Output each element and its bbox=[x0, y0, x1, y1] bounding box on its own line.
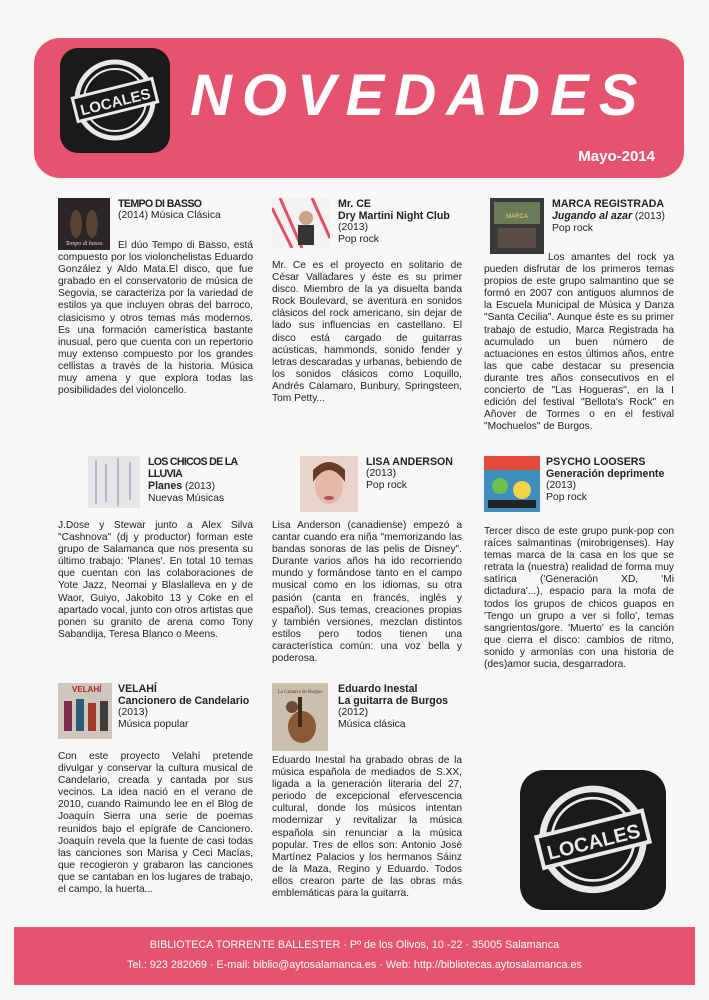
item-title: VELAHÍ bbox=[118, 683, 157, 695]
item-title: TEMPO DI BASSO bbox=[118, 198, 202, 210]
item-album: Generación deprimente bbox=[546, 468, 665, 480]
item-year: (2013) bbox=[185, 481, 216, 492]
svg-text:Tempo di basso: Tempo di basso bbox=[65, 241, 103, 247]
item-album: Dry Martini Night Club bbox=[338, 210, 450, 222]
album-cover bbox=[58, 683, 112, 739]
item-description: Tercer disco de este grupo punk-pop con raíces salmantinas (mirobrigenses). Hay temas marca de la casa en los que se retrata la (nuestra) realidad de forma muy satírica ('Generación XD, 'Mi dictadura'...), espacio para la mofa de todos los grupos de chicos guapos en 'Tengo un grupo a ver si follo', temas sangrientos/gore. 'Muerto' es la canción que cierra el disco: cambios de ritmo, sonido y armonías con una historia de (des)amor sucia, desgarradora. bbox=[484, 526, 674, 671]
item-description: Lisa Anderson (canadiense) empezó a cantar cuando era niña "memorizando las bandas sonoras de las pelis de Disney". Durante varios años ha ido recorriendo mundo y formándose tanto en el campo musical como en los idiomas, su otra pasión (canta en francés, inglés y español). Sus temas, creaciones propias y también versiones, mezclan distintos estilos pero todos tienen una característica común: una voz bella y poderosa. bbox=[272, 520, 462, 665]
item-year: (2013) bbox=[118, 707, 149, 718]
item-album: Cancionero de Candelario bbox=[118, 695, 250, 707]
item-album: Jugando al azar bbox=[552, 210, 633, 222]
album-cover bbox=[88, 456, 140, 508]
logo-text: LOCALES bbox=[78, 85, 153, 120]
item-year: (2013) bbox=[634, 211, 665, 222]
footer-contact: Tel.: 923 282069 · E-mail: biblio@aytosalamanca.es · Web: http://bibliotecas.aytosalamanca.es bbox=[127, 959, 582, 971]
item-description: El dúo Tempo di Basso, está compuesto por los violonchelistas Eduardo González y Aldo Mata.El disco, que fue grabado en el conservatorio de música de Segovia, se caracteriza por la variedad de estilos ya que incluyen obras del barroco, clasicismo y otros temas más modernos. Es una formación camerística bastante inusual, pero que cuenta con un repertorio muy extenso compuesto por los grandes cellistas a través de la historia. Música muy amena y que explora todas las posibilidades del violoncello. bbox=[58, 240, 253, 397]
locales-logo-large bbox=[520, 770, 666, 910]
item-genre: Pop rock bbox=[552, 223, 594, 235]
item-title: MARCA REGISTRADA bbox=[552, 198, 665, 210]
item-title: LISA ANDERSON bbox=[366, 456, 453, 468]
item-title: LOS CHICOS DE LA LLUVIA bbox=[148, 456, 238, 480]
item-velahi bbox=[58, 683, 253, 913]
item-psycho-loosers bbox=[484, 456, 676, 676]
item-description: Mr. Ce es el proyecto en solitario de César Valladares y éste es su primer disco. Miembro de la ya disuelta banda Rock Boulevard, se aventura en sonidos clásicos del rock americano, sin dejar de lado sus influencias en castellano. El disco está cargado de guitarras acústicas, hammonds, sonido fender y letras descaradas y urbanas, bebiendo de los sonidos clásicos como Loquillo, Andrés Calamaro, Bunbury, Springsteen, Tom Petty... bbox=[272, 260, 462, 405]
item-tempo-di-basso bbox=[58, 198, 253, 428]
item-lisa-anderson bbox=[272, 456, 464, 665]
item-genre: Pop rock bbox=[366, 480, 408, 491]
svg-text:La Guitarra de Burgos: La Guitarra de Burgos bbox=[277, 690, 323, 695]
item-description: J.Dose y Stewar junto a Alex Silva "Cashnova" (dj y productor) forman este grupo de Salamanca que nos presenta su último trabajo: 'Planes'. En total 10 temas que cuentan con las colaboraciones de Yote Jazz, Neomai y Blaslalleva en y de Waor, Guiyo, Jakobito 13 y Coke en el apartado vocal, junto con otros artistas que ponen su granito de arena como Tony Sabandija, Teresa Blanco o Meens. bbox=[58, 520, 253, 640]
item-album: La guitarra de Burgos bbox=[338, 695, 449, 707]
item-eduardo-inestal bbox=[272, 683, 464, 913]
svg-text:MARCA: MARCA bbox=[506, 214, 528, 220]
album-cover bbox=[490, 198, 544, 254]
item-year: (2013) bbox=[546, 480, 577, 491]
album-cover bbox=[300, 456, 358, 512]
item-album: Planes bbox=[148, 480, 183, 492]
item-genre: Música clásica bbox=[338, 719, 406, 730]
item-genre: Pop rock bbox=[338, 234, 380, 245]
footer-bar bbox=[14, 927, 695, 985]
album-cover bbox=[272, 683, 328, 751]
item-description: Los amantes del rock ya pueden disfrutar de los primeros temas propios de este grupo salmantino que se formó en 2007 con antiguos alumnos de la Escuela Municipal de Música y Danza "Santa Cecilia". Aunque éste es su primer trabajo de estudio, Marca Registrada ha acumulado un buen número de actuaciones en estos últimos años, entre las que cabe destacar su presencia durante tres años consecutivos en el concierto de "Las Hogueras", en la I edición del festival "Bellota's Rock" en Añover de Tormes o en el festival "Mochuelos" de Burgos. bbox=[484, 252, 674, 433]
svg-text:VELAHÍ: VELAHÍ bbox=[72, 685, 102, 694]
album-cover bbox=[272, 198, 330, 248]
item-title: PSYCHO LOOSERS bbox=[546, 456, 646, 468]
page-title: NOVEDADES bbox=[190, 63, 648, 128]
item-description: Eduardo Inestal ha grabado obras de la música española de mediados de S.XX, ligada a la generación literaria del 27, periodo de excepcional efervescencia cultural, donde los músicos intentan modernizar y revitalizar la música española sin renunciar a la música popular. Tres de ellos son: Antonio José Martínez Palacios y los hermanos Sáinz de la Maza, Regino y Eduardo. Todos ellos crearon parte de las obras más emblemáticas para la guitarra. bbox=[272, 755, 462, 900]
item-year: (2013) bbox=[338, 222, 369, 233]
album-cover bbox=[484, 456, 540, 512]
issue-date: Mayo-2014 bbox=[578, 148, 655, 165]
item-description: Con este proyecto Velahí pretende divulgar y conservar la cultura musical de Candelario, creada y cantada por sus vecinos. La idea nació en el verano de 2010, cuando Raimundo lee en el Blog de Joaquín Sierra una serie de poemas reunidos bajo el epígrafe de Cancionero. Joaquín revela que la fuente de casi todas las canciones son Marisa y Ceci Macías, que recogieron y grabaron las canciones que se cantaban en los lugares de trabajo, el campo, la huerta... bbox=[58, 751, 253, 896]
item-year: (2013) bbox=[366, 468, 397, 479]
item-genre: Pop rock bbox=[546, 492, 588, 503]
item-title: Mr. CE bbox=[338, 198, 371, 210]
item-mr-ce bbox=[272, 198, 464, 418]
item-marca-registrada bbox=[484, 198, 676, 438]
item-los-chicos-de-la-lluvia bbox=[58, 456, 253, 656]
logo-text: LOCALES bbox=[545, 820, 643, 865]
footer-address: BIBLIOTECA TORRENTE BALLESTER · Pº de los Olivos, 10 -22 · 35005 Salamanca bbox=[149, 939, 560, 951]
item-genre: Nuevas Músicas bbox=[148, 493, 225, 505]
item-genre: Música popular bbox=[118, 719, 189, 730]
item-title: Eduardo Inestal bbox=[338, 683, 418, 695]
item-year: (2012) bbox=[338, 707, 369, 718]
locales-logo bbox=[60, 48, 170, 153]
item-year-genre: (2014) Música Clásica bbox=[118, 210, 221, 221]
